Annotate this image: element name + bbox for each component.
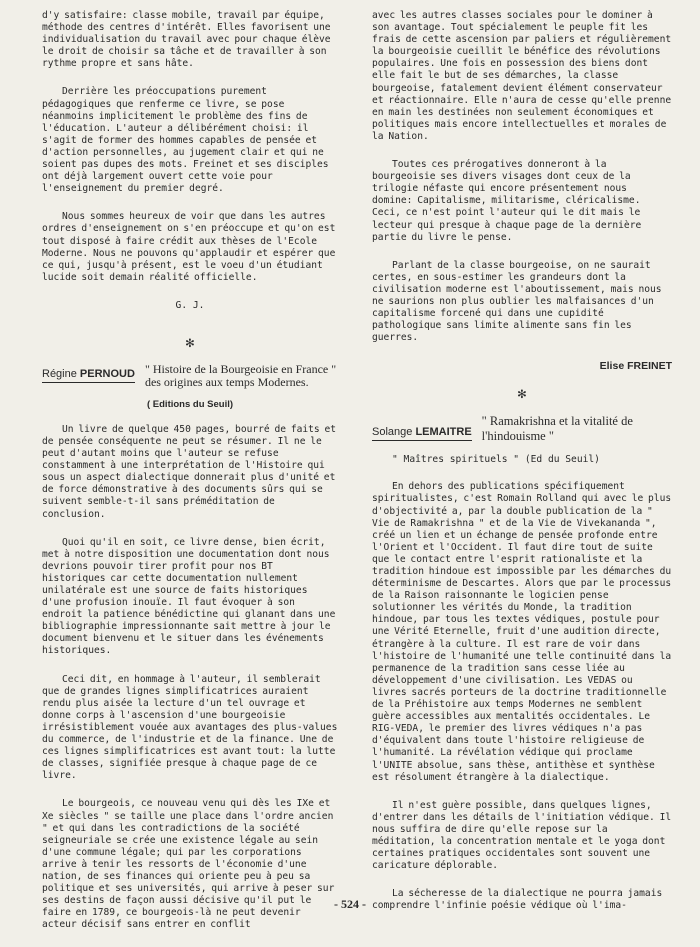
paragraph: Quoi qu'il en soit, ce livre dense, bien écrit, met à notre disposition une documentation dont nous devrions pouvoir tirer profit pour nos BT historiques car cette documentation nullement unilatérale est une source de faits historiques d'une profusion inouïe. Il faut évoquer à son endroit la patience bénédictine qui glanant dans une bibliographie impressionnante sait mettre à jour le document bienvenu et le situer dans les événements historiques.: [42, 536, 336, 657]
publisher: " Maîtres spirituels " (Ed du Seuil): [392, 454, 600, 466]
page-number: - 524 -: [334, 897, 366, 911]
book-title: " Histoire de la Bourgeoisie en France " des origines aux temps Modernes.: [144, 361, 337, 389]
review-header: [372, 414, 672, 444]
paragraph: Le bourgeois, ce nouveau venu qui dès les IXe et Xe siècles " se taille une place dans l'ordre ancien " et qui dans les contradictions de la société seigneuriale se crée une existence légale au sein d'une commune légale; qui par les corporations arrive à tenir les ressorts de l'économie d'une nation, de ses finances qui oriente peu à peu sa politique et ses universités, qui arrive à peser sur ses destins de façon aussi décisive qu'il put le faire en 1789, ce bourgeois-là ne peut devenir acteur décisif sans entrer en conflit: [42, 798, 335, 931]
paragraph: Derrière les préoccupations purement pédagogiques que renferme ce livre, se pose néanmoins implicitement le problème des fins de l'éducation. L'auteur a délibérément choisi: il s'agit de former des hommes capables de pensée et d'action personnelles, au jugement clair et qui ne soient pas dupes des mots. Freinet et ses disciples ont déjà largement ouvert cette voie pour l'enseignement du premier degré.: [42, 86, 329, 195]
paragraph: La sécheresse de la dialectique ne pourra jamais comprendre l'infinie poésie védique où l'ima-: [372, 888, 663, 912]
paragraph: Nous sommes heureux de voir que dans les autres ordres d'enseignement on s'en préoccupe et qu'on est tout disposé à faire crédit aux thèses de l'Ecole Moderne. Nous ne pouvons qu'applaudir et espérer que ce qui, jusqu'à présent, est le voeu d'un étudiant lucide soit demain réalité officielle.: [42, 211, 336, 283]
signature: G. J.: [175, 299, 205, 311]
paragraph: Il n'est guère possible, dans quelques lignes, d'entrer dans les détails de l'initiation védique. Il nous suffira de dire qu'elle repose sur la méditation, la concentration mentale et le yoga dont certaines pratiques occidentales sont souvent une caricature déplorable.: [372, 799, 672, 872]
left-column: [42, 10, 338, 947]
paragraph: Parlant de la classe bourgeoise, on ne saurait certes, en sous-estimer les grandeurs dont la civilisation moderne est l'aboutissement, mais nous ne saurions non plus oublier les malfaisances d'un capitalisme forcené qui dans une cupidité pathologique sans limite alimente sans fin les guerres.: [372, 259, 662, 344]
paragraph: En dehors des publications spécifiquement spiritualistes, c'est Romain Rolland qui avec le plus d'objectivité a, par la double publication de la " Vie de Ramakrishna " et de la Vie de Vivekananda ", créé un lien et un échange de pensée profonde entre l'Orient et l'Occident. Il faut dire tout de suite que le contact entre l'esprit rationaliste et la tradition hindoue est impossible par les démarches du déterminisme de Descartes. Alors que par le processus de la Raison raisonnante le logicien pense solutionner les vérités du Monde, la tradition hindoue, par tous les textes védiques, postule pour une Vérité Eternelle, fruit d'une audition directe, étrangère à la culture. Il est rare de voir dans l'histoire de l'humanité une telle continuité dans la permanence de la tradition sans cesse liée au développement d'une civilisation. Les VEDAS ou livres sacrés porteurs de la doctrine traditionnelle de la Préhistoire aux temps Modernes ne semblent guère accessibles aux mentalités occidentales. Le RIG-VEDA, le premier des livres védiques n'a pas d'équivalent dans toute l'histoire religieuse de l'humanité. La révélation védique qui proclame l'UNITE absolue, sans thèse, antithèse et synthèse est résolument étrangère à la dialectique.: [372, 481, 672, 783]
review-author: [42, 368, 135, 383]
asterisk-separator-icon: ✻: [185, 334, 195, 351]
publisher: ( Editions du Seuil): [146, 398, 234, 410]
signature: Elise FREINET: [599, 360, 672, 373]
review-author: [372, 426, 472, 441]
author-last-name: LEMAITRE: [415, 426, 472, 439]
paragraph: Toutes ces prérogatives donneront à la bourgeoisie ses divers visages dont ceux de la trilogie néfaste qui encore présentement nous domine: Capitalisme, militarisme, cléricalisme. Ceci, ce n'est point l'auteur qui le dit mais le lecteur qui presque à chaque page de la dernière partie du livre le pense.: [372, 159, 642, 243]
author-first-name: Régine: [42, 367, 77, 380]
asterisk-separator-icon: ✻: [517, 386, 527, 403]
book-title: " Ramakrishna et la vitalité de l'hindouisme ": [481, 414, 633, 444]
paragraph: d'y satisfaire: classe mobile, travail par équipe, méthode des centres d'intérêt. Elles favorisent une individualisation du travail avec pour chaque élève le droit de choisir sa tâche et de travailler à son rythme propre et sans hâte.: [42, 10, 331, 70]
author-last-name: PERNOUD: [79, 367, 135, 380]
right-column: [372, 10, 672, 928]
review-header: [42, 363, 338, 389]
paragraph: Ceci dit, en hommage à l'auteur, il semblerait que de grandes lignes simplificatrices auraient rendu plus aisée la lecture d'un tel ouvrage et donne corps à l'ascension d'une bourgeoisie irrésistiblement vouée aux avantages des plus-values du commerce, de l'industrie et de la finance. Une de ces lignes simplificatrices est avant tout: la lutte de classes, signifiée presque à chaque page de ce livre.: [42, 673, 338, 782]
author-first-name: Solange: [372, 426, 413, 439]
paragraph: avec les autres classes sociales pour le dominer à son avantage. Tout spécialement le peuple fit les frais de cette ascension par paliers et régulièrement la bourgeoisie cueillit le bénéfice des révolutions populaires. Une fois en possession des biens dont elle fait le but de ses démarches, la classe bourgeoise, fatalement devient élément conservateur et réactionnaire. Elle n'aura de cesse qu'elle prenne en main les destinées non seulement économiques et politiques mais encore intellectuelles et morales de la Nation.: [372, 10, 672, 142]
paragraph: Un livre de quelque 450 pages, bourré de faits et de pensée conséquente ne peut se résumer. Il ne le peut d'autant moins que l'auteur se refuse constamment à une interprétation de l'Histoire qui sous un aspect dialectique donnerait plus d'unité et de force démonstrative à des documents sûrs qui se suivent semble-t-il sans préméditation de conclusion.: [42, 423, 337, 520]
